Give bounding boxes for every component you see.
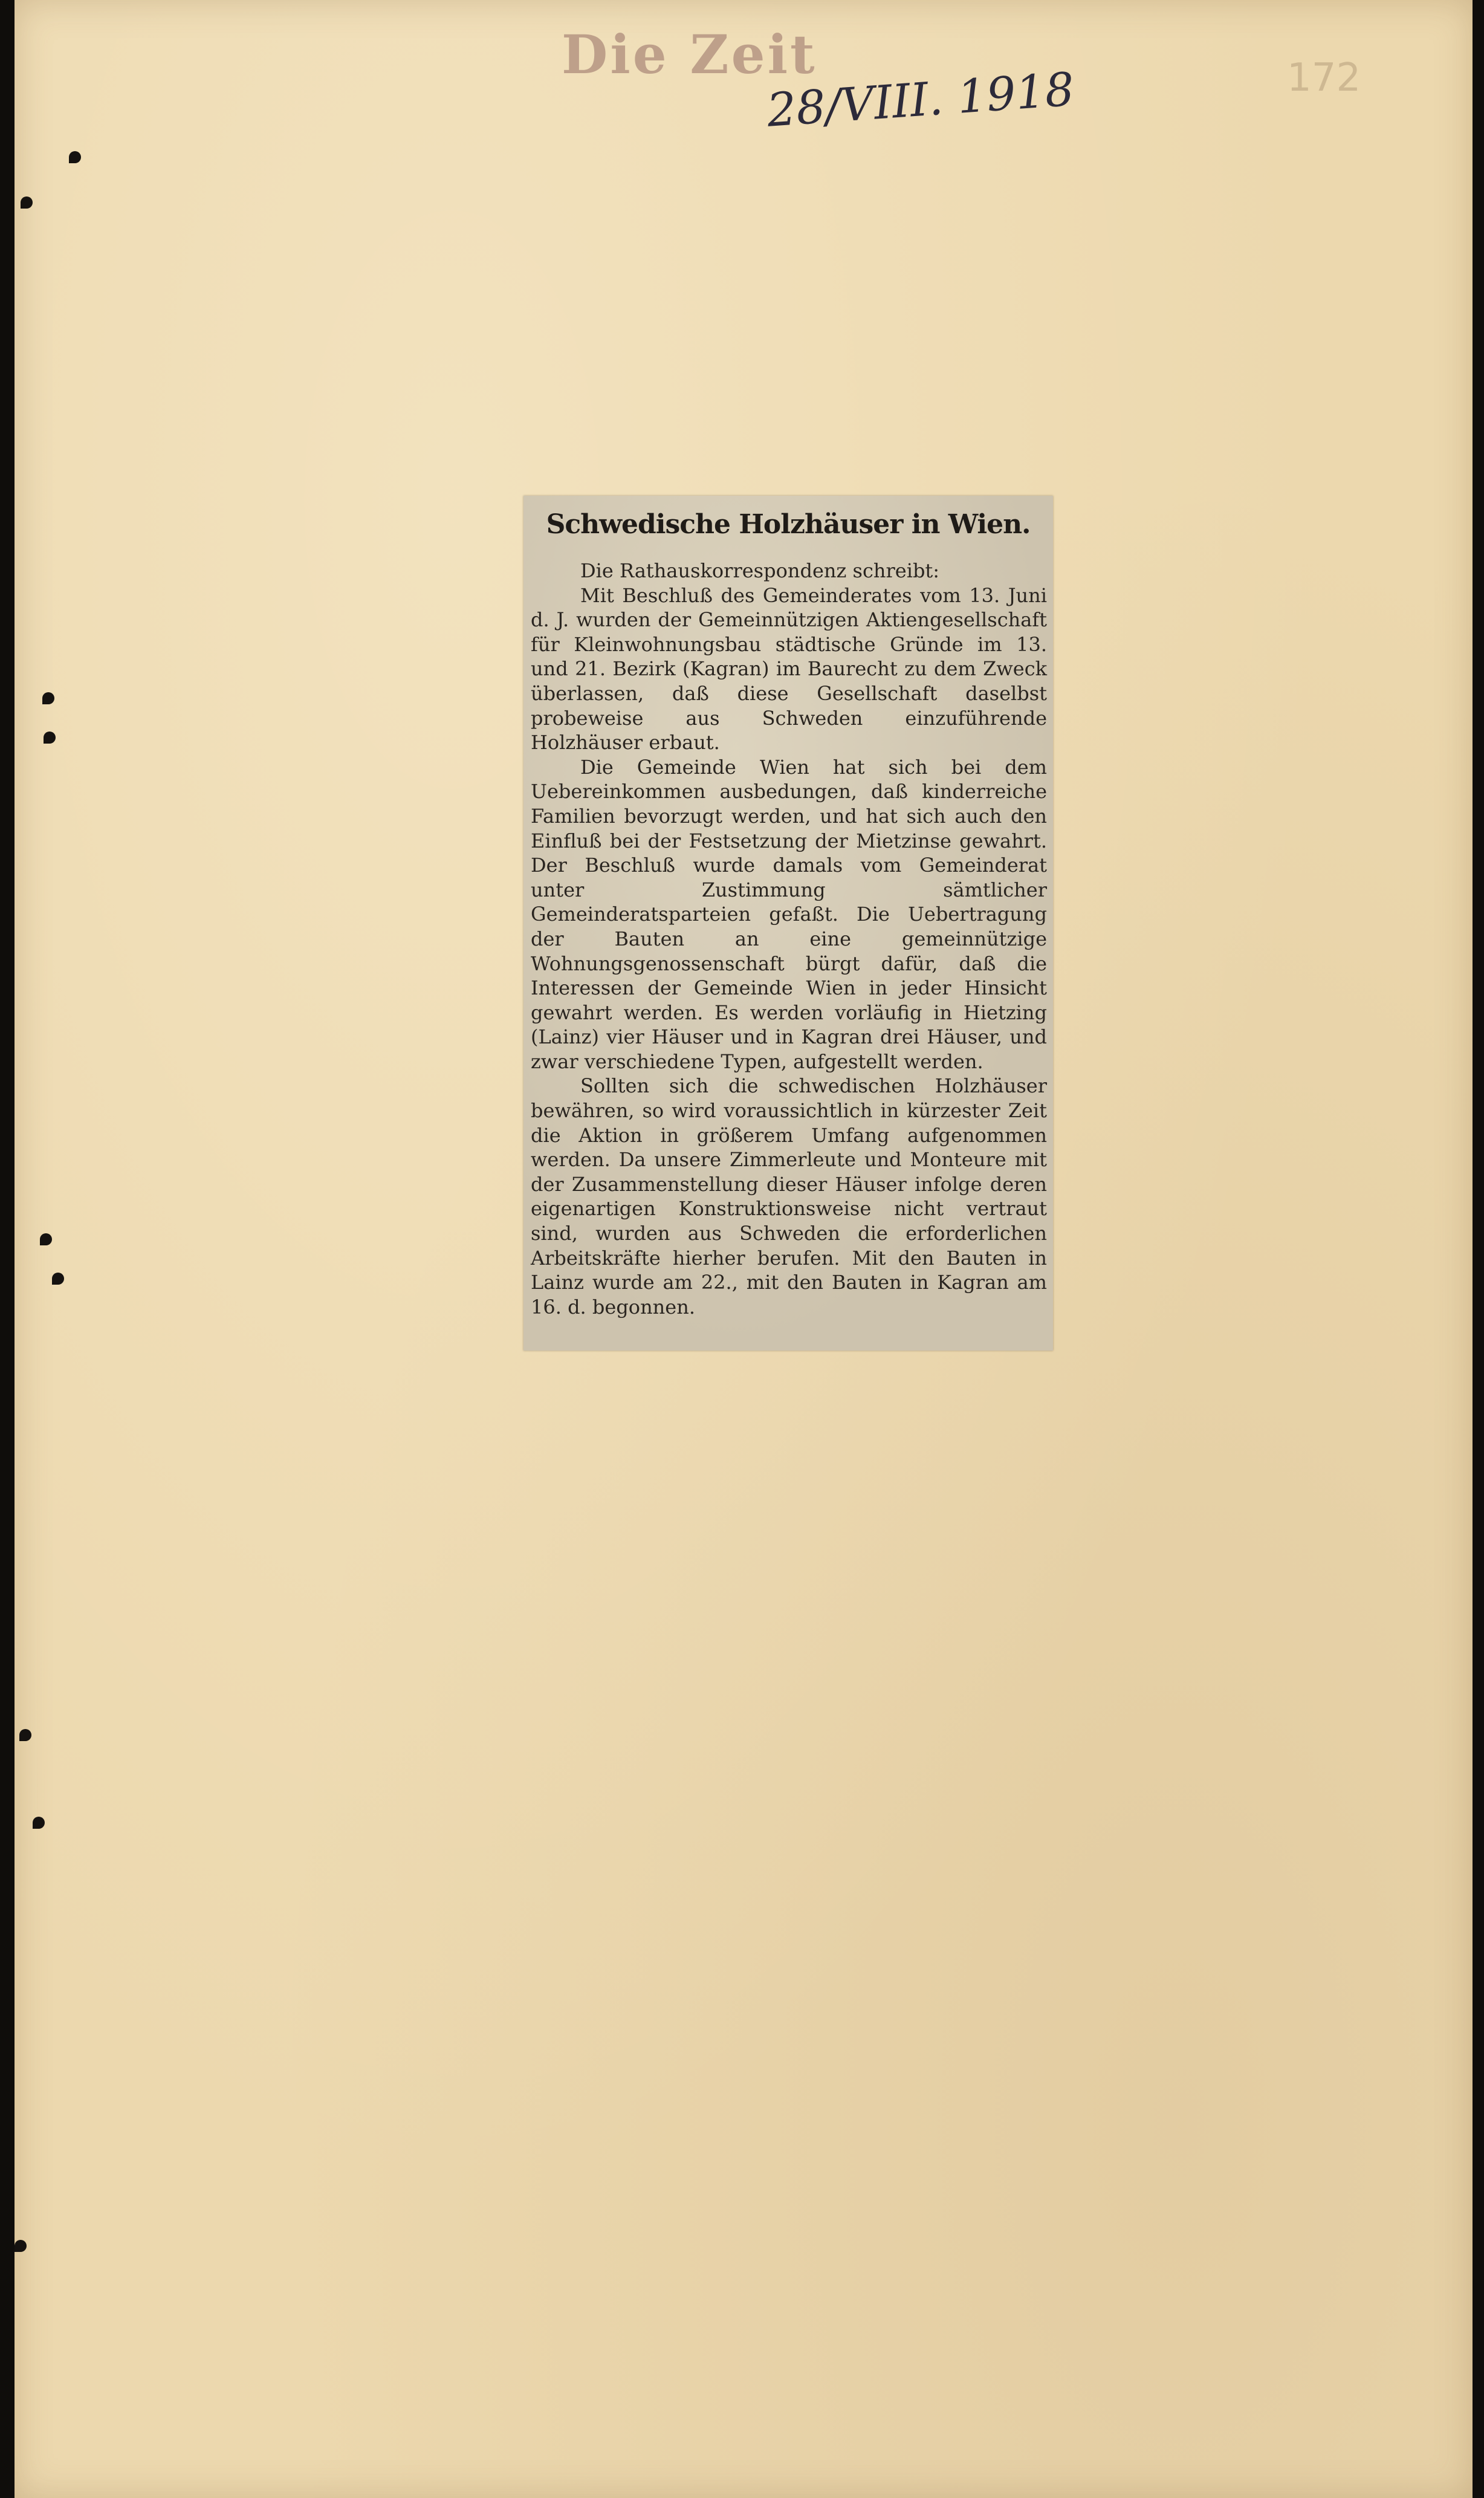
binding-hole-mark <box>69 151 81 163</box>
archive-sheet <box>15 0 1473 2498</box>
article-intro: Die Rathauskorrespondenz schreibt: <box>580 559 940 582</box>
handwritten-date: 28/VIII. 1918 <box>765 62 1076 137</box>
binding-hole-mark <box>15 2240 27 2252</box>
binding-hole-mark <box>33 1817 45 1829</box>
article-paragraph: Sollten sich die schwedischen Holzhäuser bewähren, so wird voraussichtlich in kürzester Zeit die Aktion in größerem Umfang aufgenommen werden. Da unsere Zimmerleute und Monteure mit der Zusammenstellung dieser Häuser infolge deren eigenartigen Konstruktionsweise nicht vertraut sind, wurden aus Schweden die erforderlichen Arbeitskräfte hierher berufen. Mit den Bauten in Lainz wurde am 22., mit den Bauten in Kagran am 16. d. begonnen. <box>531 1074 1047 1319</box>
binding-hole-mark <box>44 732 56 744</box>
binding-hole-mark <box>52 1273 64 1285</box>
binding-hole-mark <box>40 1233 52 1245</box>
pencil-page-number: 172 <box>1287 56 1361 100</box>
article-paragraph: Die Gemeinde Wien hat sich bei dem Uebereinkommen ausbedungen, daß kinderreiche Familien bevorzugt werden, und hat sich auch den Einfluß bei der Festsetzung der Mietzinse gewahrt. Der Beschluß wurde damals vom Gemeinderat unter Zustimmung sämtlicher Gemeinderatsparteien gefaßt. Die Uebertragung der Bauten an eine gemeinnützige Wohnungsgenossenschaft bürgt dafür, daß die Interessen der Gemeinde Wien in jeder Hinsicht gewahrt werden. Es werden vorläufig in Hietzing (Lainz) vier Häuser und in Kagran drei Häuser, und zwar verschiedene Typen, aufgestellt werden. <box>531 755 1047 1073</box>
newspaper-clipping <box>523 496 1053 1351</box>
newspaper-stamp: Die Zeit <box>562 23 817 86</box>
article-paragraph: Mit Beschluß des Gemeinderates vom 13. Juni d. J. wurden der Gemeinnützigen Aktiengesellschaft für Kleinwohnungsbau städtische Gründe im 13. und 21. Bezirk (Kagran) im Baurecht zu dem Zweck überlassen, daß diese Gesellschaft daselbst probeweise aus Schweden einzuführende Holzhäuser erbaut. <box>531 583 1047 754</box>
binding-hole-mark <box>42 692 54 704</box>
article-title: Schwedische Holzhäuser in Wien. <box>546 509 1031 540</box>
binding-hole-mark <box>21 196 33 209</box>
binding-hole-mark <box>19 1729 31 1741</box>
article-body <box>531 559 1047 1319</box>
